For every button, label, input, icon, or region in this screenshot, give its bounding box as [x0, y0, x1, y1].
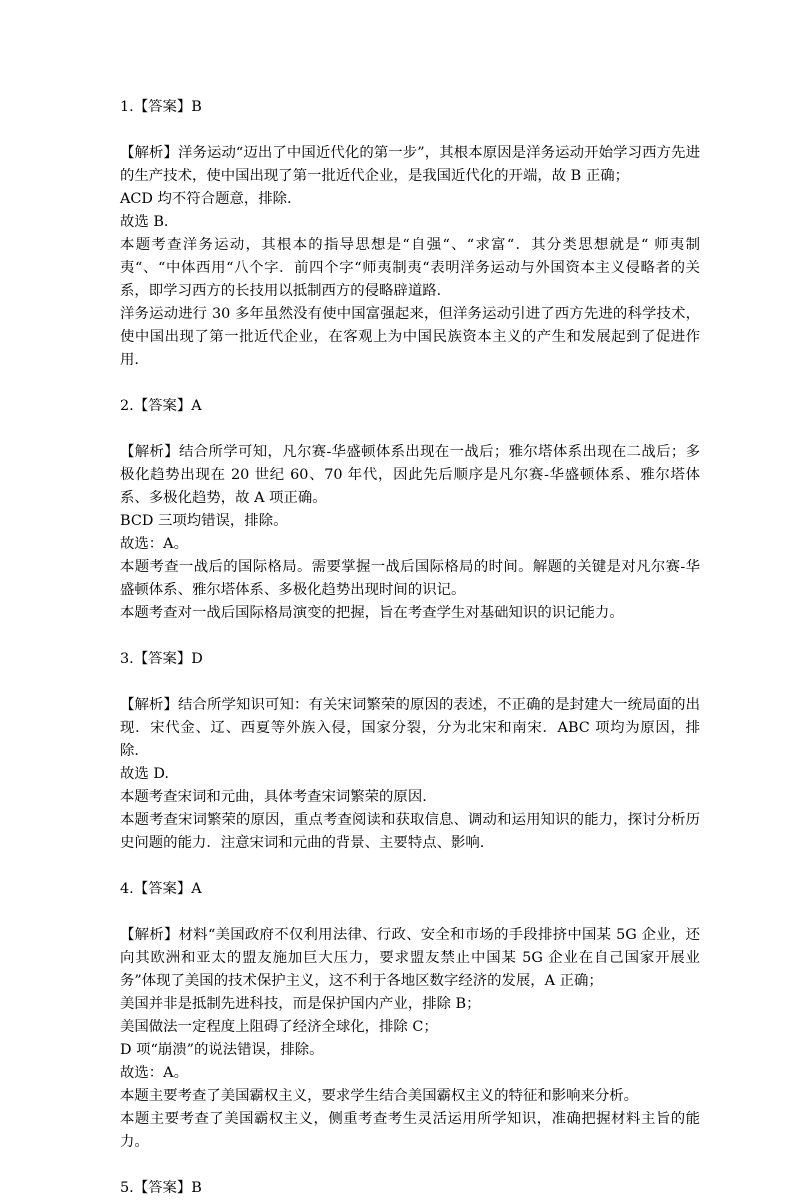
analysis-paragraph: 本题考查洋务运动，其根本的指导思想是“自强“、“求富“．其分类思想就是“ 师夷制夷“、“中体西用“八个字．前四个字“师夷制夷“表明洋务运动与外国资本主义侵略者的关系，即学习西方的长技用以抵制西方的侵略辟道路．: [120, 237, 700, 299]
analysis-paragraph: 【解析】洋务运动“迈出了中国近代化的第一步”，其根本原因是洋务运动开始学习西方先进的生产技术，使中国出现了第一批近代企业，是我国近代化的开端，故 B 正确；: [120, 145, 700, 184]
analysis-paragraph: 本题考查宋词繁荣的原因，重点考查阅读和获取信息、调动和运用知识的能力，探讨分析历史问题的能力．注意宋词和元曲的背景、主要特点、影响.: [120, 812, 700, 851]
spacer: [120, 418, 700, 441]
analysis-paragraph: BCD 三项均错误，排除。: [120, 513, 288, 529]
analysis-paragraph: 故选：A。: [120, 1065, 188, 1081]
spacer: [120, 625, 700, 648]
analysis-paragraph: 【解析】结合所学可知，凡尔赛-华盛顿体系出现在一战后；雅尔塔体系出现在二战后；多极化趋势出现在 20 世纪 60、70 年代，因此先后顺序是凡尔赛-华盛顿体系、雅尔塔体系、多极化趋势，故 A 项正确。: [120, 444, 700, 506]
spacer: [120, 855, 700, 878]
question-4: [120, 878, 700, 1177]
analysis-paragraph: 美国并非是抵制先进科技，而是保护国内产业，排除 B；: [120, 996, 481, 1012]
spacer: [120, 119, 700, 142]
answer-document: [120, 96, 700, 1200]
analysis-paragraph: 故选：A。: [120, 536, 188, 552]
analysis-paragraph: 本题主要考查了美国霸权主义，侧重考查考生灵活运用所学知识，准确把握材料主旨的能力。: [120, 1111, 700, 1150]
answer-line: 3.【答案】D: [120, 651, 203, 667]
spacer: [120, 671, 700, 694]
answer-line: 5.【答案】B: [120, 1180, 202, 1196]
answer-line: 4.【答案】A: [120, 881, 202, 897]
spacer: [120, 372, 700, 395]
question-1: [120, 96, 700, 395]
analysis-paragraph: 本题考查一战后的国际格局。需要掌握一战后国际格局的时间。解题的关键是对凡尔赛-华盛顿体系、雅尔塔体系、多极化趋势出现时间的识记。: [120, 559, 700, 598]
analysis-paragraph: 美国做法一定程度上阻碍了经济全球化，排除 C；: [120, 1019, 438, 1035]
answer-line: 1.【答案】B: [120, 99, 202, 115]
analysis-paragraph: 本题考查对一战后国际格局演变的把握，旨在考查学生对基础知识的识记能力。: [120, 605, 624, 621]
analysis-paragraph: 【解析】结合所学知识可知：有关宋词繁荣的原因的表述，不正确的是封建大一统局面的出现．宋代金、辽、西夏等外族入侵，国家分裂，分为北宋和南宋．ABC 项均为原因，排除．: [120, 697, 700, 759]
question-3: [120, 648, 700, 878]
analysis-paragraph: 本题主要考查了美国霸权主义，要求学生结合美国霸权主义的特征和影响来分析。: [120, 1088, 639, 1104]
analysis-paragraph: D 项“崩溃”的说法错误，排除。: [120, 1042, 324, 1058]
answer-line: 2.【答案】A: [120, 398, 202, 414]
analysis-paragraph: ACD 均不符合题意，排除.: [120, 191, 292, 207]
question-5: [120, 1177, 700, 1200]
analysis-paragraph: 本题考查宋词和元曲，具体考查宋词繁荣的原因.: [120, 789, 427, 805]
question-2: [120, 395, 700, 648]
analysis-paragraph: 故选 D.: [120, 766, 169, 782]
analysis-paragraph: 洋务运动进行 30 多年虽然没有使中国富强起来，但洋务运动引进了西方先进的科学技术，使中国出现了第一批近代企业，在客观上为中国民族资本主义的产生和发展起到了促进作用.: [120, 306, 700, 368]
analysis-paragraph: 【解析】材料“美国政府不仅利用法律、行政、安全和市场的手段排挤中国某 5G 企业，还向其欧洲和亚太的盟友施加巨大压力，要求盟友禁止中国某 5G 企业在自己国家开展业务”体现了美国的技术保护主义，这不利于各地区数字经济的发展，A 正确；: [120, 927, 700, 989]
spacer: [120, 1154, 700, 1177]
spacer: [120, 901, 700, 924]
analysis-paragraph: 故选 B.: [120, 214, 169, 230]
